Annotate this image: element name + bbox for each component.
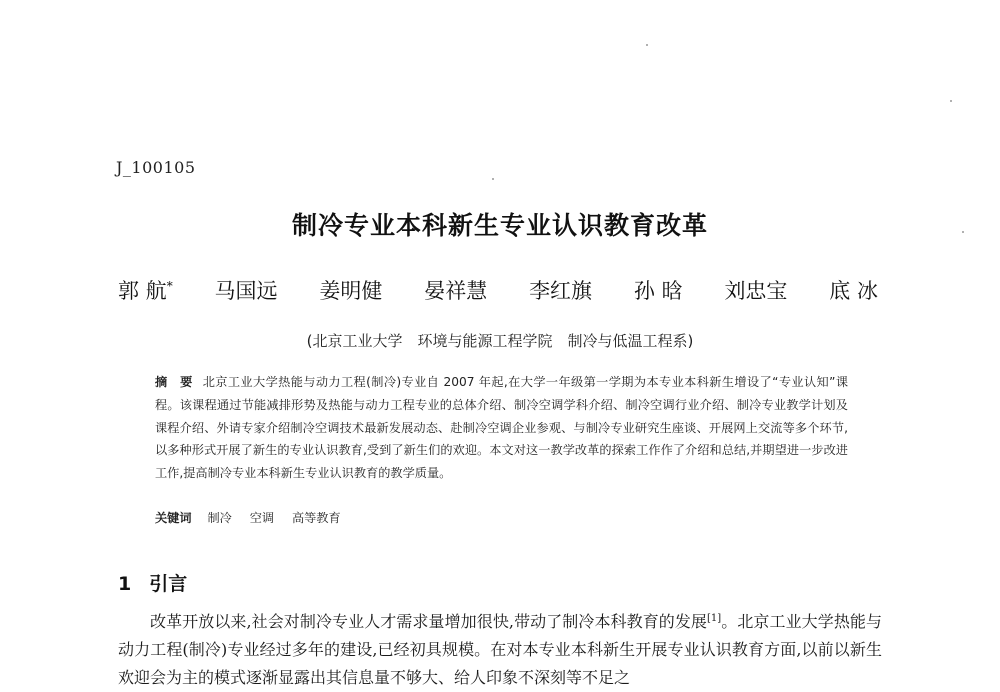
body-text-part: 。北京工业大学热能与动力工程(制冷)专业经过多年的建设,已经初具规模。在对本专业本科新生开展专业认识教育方面,以前以新生欢迎会为主的模式逐渐显露出其信息量不够大、给人印象不深刻等不足之 [118, 612, 882, 687]
section-number: 1 [118, 573, 132, 595]
abstract-text: 北京工业大学热能与动力工程(制冷)专业自 2007 年起,在大学一年级第一学期为本专业本科新生增设了“专业认知”课程。该课程通过节能减排形势及热能与动力工程专业的总体介绍、制冷空调学科介绍、制冷空调行业介绍、制冷专业教学计划及课程介绍、外请专家介绍制冷空调技术最新发展动态、赴制冷空调企业参观、与制冷专业研究生座谈、开展网上交流等多个环节,以多种形式开展了新生的专业认识教育,受到了新生们的欢迎。本文对这一教学改革的探索工作作了介绍和总结,并期望进一步改进工作,提高制冷专业本科新生专业认识教育的教学质量。 [155, 375, 849, 481]
paper-title: 制冷专业本科新生专业认识教育改革 [291, 211, 708, 240]
scan-speck [950, 100, 952, 102]
keywords-label: 关键词 [155, 511, 192, 525]
author-with-mark [118, 275, 173, 305]
affiliation: (北京工业大学 环境与能源工程学院 制冷与低温工程系) [306, 332, 694, 350]
keywords [155, 509, 848, 526]
scan-speck [492, 178, 494, 180]
author-name: 晏祥慧 [424, 279, 488, 303]
scan-speck [646, 44, 648, 46]
document-id: J_100105 [116, 158, 196, 177]
section-heading [118, 569, 187, 596]
keyword: 空调 [249, 511, 275, 525]
section-title: 引言 [149, 573, 188, 595]
corresponding-author-mark: * [166, 279, 173, 293]
author-name: 郭 航 [118, 279, 167, 303]
citation-ref: [1] [707, 613, 722, 624]
author-name: 刘忠宝 [724, 279, 788, 303]
author-list [118, 275, 878, 305]
scan-speck [962, 231, 964, 233]
abstract [155, 371, 848, 485]
keyword: 高等教育 [291, 511, 341, 525]
author-name: 李红旗 [529, 279, 593, 303]
author-name: 孙 晗 [633, 279, 683, 303]
keyword: 制冷 [207, 511, 232, 525]
author-name: 马国远 [214, 279, 278, 303]
body-paragraph [118, 605, 882, 692]
body-text-part: 改革开放以来,社会对制冷专业人才需求量增加很快,带动了制冷本科教育的发展 [150, 612, 708, 631]
author-name: 姜明健 [319, 279, 383, 303]
abstract-label: 摘 要 [155, 375, 193, 389]
author-name: 底 冰 [829, 279, 878, 303]
